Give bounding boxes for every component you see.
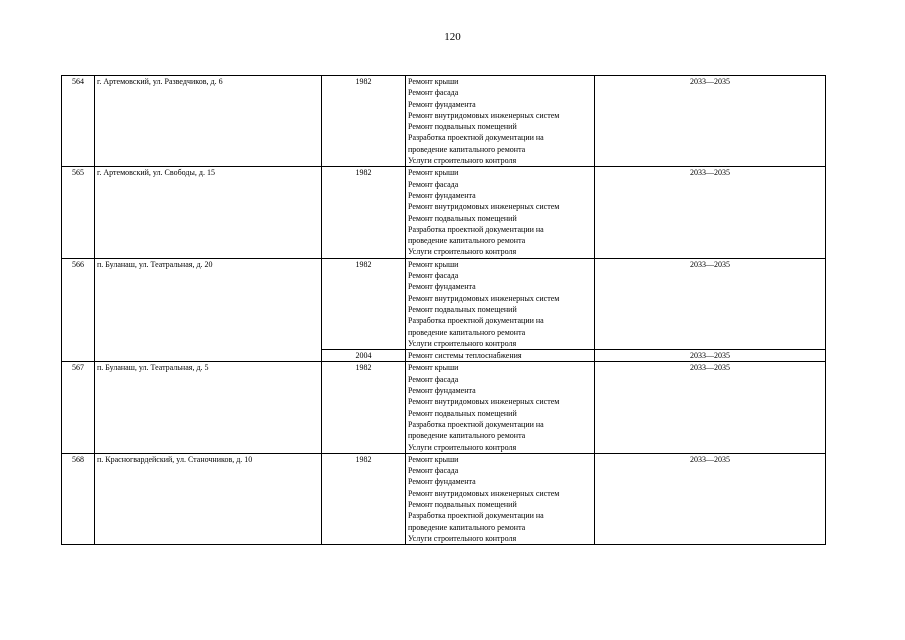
work-item: проведение капитального ремонта: [408, 522, 526, 532]
works-list: [406, 167, 595, 258]
work-item: Разработка проектной документации на: [408, 133, 544, 143]
work-item: Ремонт фасада: [408, 271, 459, 281]
build-year: 1982: [322, 167, 406, 258]
table-row: [62, 362, 826, 453]
work-item: Ремонт фундамента: [408, 282, 476, 292]
repair-period: 2033—2035: [595, 350, 826, 362]
work-item: Разработка проектной документации на: [408, 224, 544, 234]
work-item: Услуги строительного контроля: [408, 442, 517, 452]
building-address: п. Буланаш, ул. Театральная, д. 5: [95, 362, 322, 453]
work-item: Услуги строительного контроля: [408, 156, 517, 166]
work-item: Ремонт внутридомовых инженерных систем: [408, 397, 560, 407]
work-item: Разработка проектной документации на: [408, 316, 544, 326]
page-number: 120: [444, 31, 461, 43]
row-number: 567: [62, 362, 95, 453]
work-item: Ремонт внутридомовых инженерных систем: [408, 202, 560, 212]
work-item: проведение капитального ремонта: [408, 327, 526, 337]
works-list: [406, 350, 595, 362]
row-number: 568: [62, 453, 95, 544]
work-item: Услуги строительного контроля: [408, 338, 517, 348]
build-year: 2004: [322, 350, 406, 362]
repair-period: 2033—2035: [595, 167, 826, 258]
work-item: Ремонт подвальных помещений: [408, 304, 517, 314]
work-item: Ремонт внутридомовых инженерных систем: [408, 293, 560, 303]
work-item: Ремонт крыши: [408, 454, 459, 464]
row-number: 566: [62, 258, 95, 362]
work-item: Ремонт фасада: [408, 179, 459, 189]
repair-schedule-table: [61, 75, 826, 545]
work-item: Ремонт подвальных помещений: [408, 499, 517, 509]
works-list: [406, 362, 595, 453]
building-address: п. Буланаш, ул. Театральная, д. 20: [95, 258, 322, 362]
row-number: 564: [62, 76, 95, 167]
work-item: Ремонт внутридомовых инженерных систем: [408, 110, 560, 120]
works-list: [406, 258, 595, 349]
work-item: Ремонт фасада: [408, 88, 459, 98]
table-row: [62, 258, 826, 349]
work-item: проведение капитального ремонта: [408, 431, 526, 441]
repair-period: 2033—2035: [595, 258, 826, 349]
work-item: Ремонт фасада: [408, 466, 459, 476]
work-item: Услуги строительного контроля: [408, 533, 517, 543]
build-year: 1982: [322, 76, 406, 167]
work-item: Услуги строительного контроля: [408, 247, 517, 257]
table-row: [62, 167, 826, 258]
repair-period: 2033—2035: [595, 362, 826, 453]
work-item: Ремонт крыши: [408, 259, 459, 269]
work-item: Ремонт крыши: [408, 168, 459, 178]
building-address: г. Артемовский, ул. Разведчиков, д. 6: [95, 76, 322, 167]
work-item: проведение капитального ремонта: [408, 236, 526, 246]
work-item: Ремонт подвальных помещений: [408, 408, 517, 418]
work-item: Ремонт крыши: [408, 77, 459, 86]
work-item: Разработка проектной документации на: [408, 419, 544, 429]
row-number: 565: [62, 167, 95, 258]
work-item: Ремонт подвальных помещений: [408, 122, 517, 132]
work-item: Ремонт внутридомовых инженерных систем: [408, 488, 560, 498]
work-item: Ремонт крыши: [408, 363, 459, 373]
build-year: 1982: [322, 362, 406, 453]
work-item: Ремонт фундамента: [408, 477, 476, 487]
work-item: Ремонт фундамента: [408, 190, 476, 200]
build-year: 1982: [322, 453, 406, 544]
work-item: Ремонт системы теплоснабжения: [408, 351, 522, 361]
works-list: [406, 76, 595, 167]
building-address: г. Артемовский, ул. Свободы, д. 15: [95, 167, 322, 258]
table-row: [62, 453, 826, 544]
work-item: Ремонт фундамента: [408, 386, 476, 396]
work-item: Ремонт фундамента: [408, 99, 476, 109]
table-row: [62, 76, 826, 167]
work-item: Ремонт подвальных помещений: [408, 213, 517, 223]
work-item: проведение капитального ремонта: [408, 144, 526, 154]
building-address: п. Красногвардейский, ул. Станочников, д. 10: [95, 453, 322, 544]
build-year: 1982: [322, 258, 406, 349]
work-item: Разработка проектной документации на: [408, 511, 544, 521]
works-list: [406, 453, 595, 544]
repair-period: 2033—2035: [595, 76, 826, 167]
repair-period: 2033—2035: [595, 453, 826, 544]
work-item: Ремонт фасада: [408, 374, 459, 384]
table-body: [62, 76, 826, 545]
